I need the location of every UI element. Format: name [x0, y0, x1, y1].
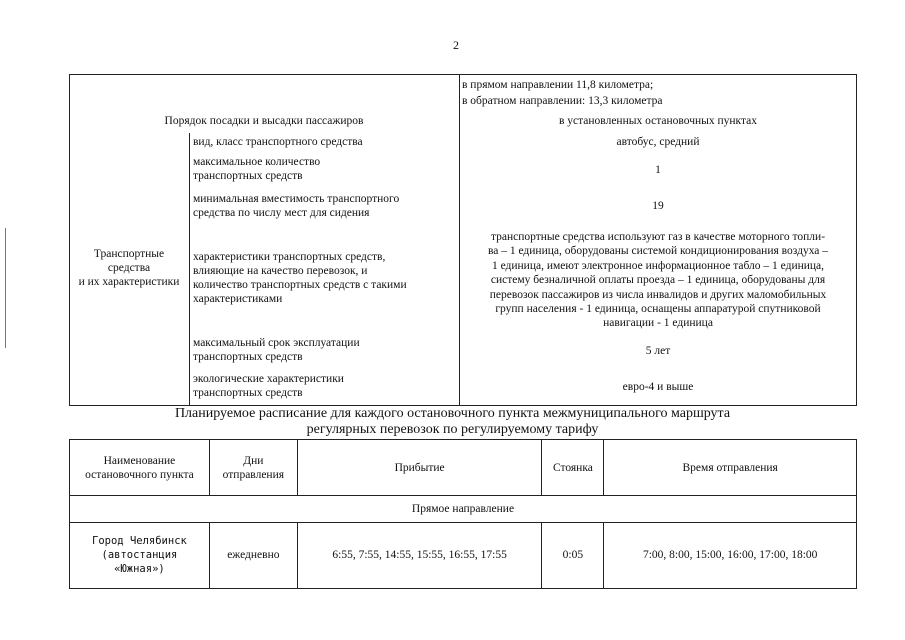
table-row — [70, 522, 857, 588]
departure-cell: 7:00, 8:00, 15:00, 16:00, 17:00, 18:00 — [604, 522, 857, 588]
page-number: 2 — [453, 38, 459, 52]
route-characteristics-table — [69, 74, 857, 406]
quality-characteristics-value: транспортные средства используют газ в качестве моторного топли- ва – 1 единица, оборудованы системой кондиционирования воздуха – 1 единица, имеют электронное информационное табло – 1 единица, систему безналичной оплаты проезда – 1 единица, оборудованы для перевозок пассажиров из числа инвалидов и других маломобильных групп населения - 1 единица, оснащены аппаратурой спутниковой навигации - 1 единица — [487, 231, 829, 330]
max-service-life-value: 5 лет — [645, 345, 671, 357]
max-vehicles-value: 1 — [655, 164, 661, 176]
schedule-table — [69, 439, 857, 589]
section-forward: Прямое направление — [70, 496, 857, 522]
ecological-value: евро-4 и выше — [622, 381, 694, 393]
max-service-life-label: максимальный срок эксплуатации транспортных средств — [193, 337, 360, 363]
min-seats-label: минимальная вместимость транспортного средства по числу мест для сидения — [193, 193, 400, 219]
section-row — [70, 496, 857, 522]
quality-characteristics-label: характеристики транспортных средств, влияющие на качество перевозок, и количество транспортных средств с такими характеристиками — [193, 251, 407, 305]
header-departure: Время отправления — [604, 440, 857, 496]
schedule-header-row — [70, 440, 857, 496]
schedule-title-line1: Планируемое расписание для каждого остановочного пункта межмуниципального маршрута — [174, 406, 731, 421]
header-stop: Стоянка — [542, 440, 604, 496]
vehicle-type-label: вид, класс транспортного средства — [193, 136, 363, 148]
header-arrival: Прибытие — [297, 440, 542, 496]
arrival-cell: 6:55, 7:55, 14:55, 15:55, 16:55, 17:55 — [297, 522, 542, 588]
direction-length-backward: в обратном направлении: 13,3 километра — [462, 95, 663, 107]
vehicles-group-label: Транспортные средства и их характеристики — [78, 248, 180, 288]
schedule-title-line2: регулярных перевозок по регулируемому тарифу — [306, 422, 599, 437]
min-seats-value: 19 — [652, 200, 664, 212]
stop-duration-cell: 0:05 — [542, 522, 604, 588]
header-stop-name: Наименование остановочного пункта — [70, 440, 210, 496]
header-days: Дни отправления — [209, 440, 297, 496]
vehicle-type-value: автобус, средний — [616, 136, 700, 148]
stop-name-cell: Город Челябинск (автостанция «Южная») — [70, 522, 210, 588]
days-cell: ежедневно — [209, 522, 297, 588]
margin-line — [5, 228, 6, 348]
direction-length-forward: в прямом направлении 11,8 километра; — [462, 79, 654, 91]
ecological-label: экологические характеристики транспортных средств — [193, 373, 344, 399]
boarding-value: в установленных остановочных пунктах — [558, 115, 758, 127]
max-vehicles-label: максимальное количество транспортных средств — [193, 156, 321, 182]
boarding-label: Порядок посадки и высадки пассажиров — [164, 115, 364, 127]
